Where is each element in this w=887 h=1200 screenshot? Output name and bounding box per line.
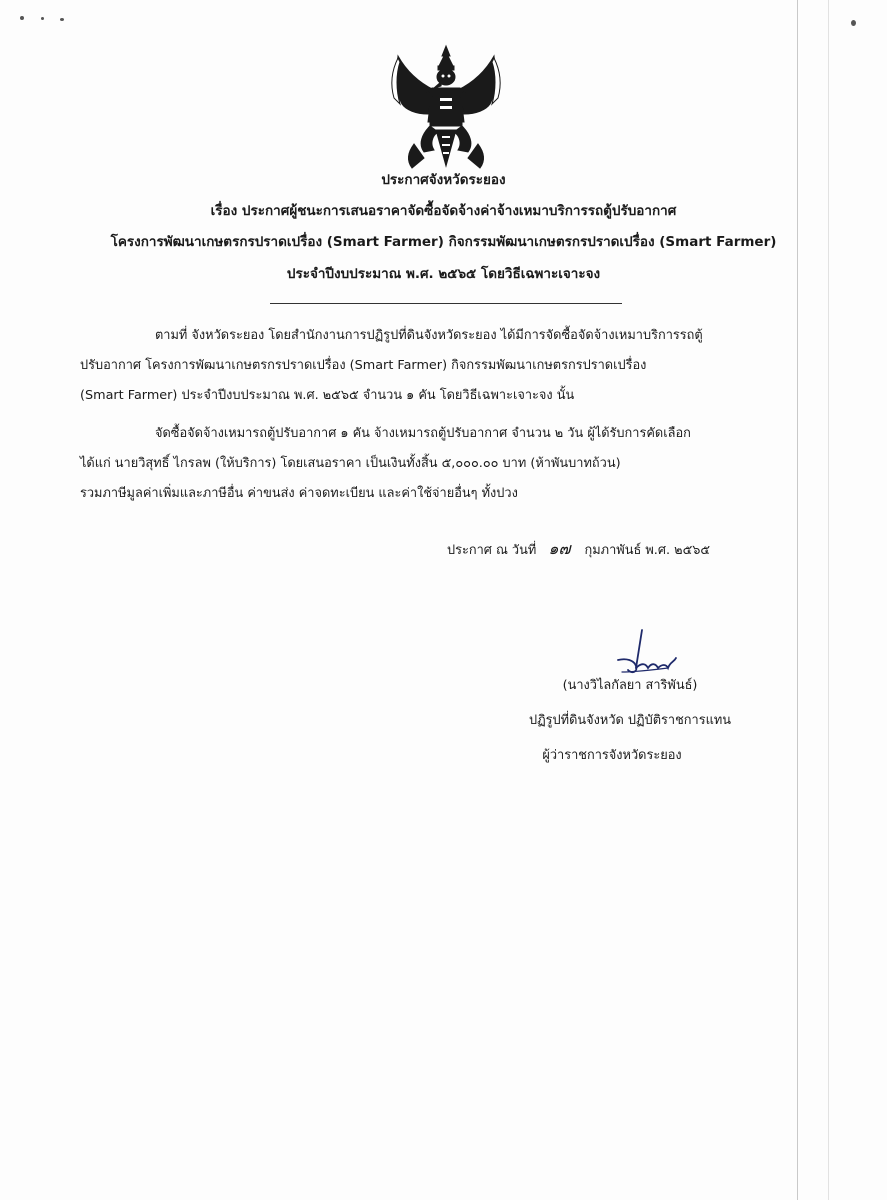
garuda-emblem-icon <box>384 44 508 172</box>
signatory-position-line-2: ผู้ว่าราชการจังหวัดระยอง <box>542 748 682 763</box>
handwritten-signature-icon <box>612 628 682 678</box>
scan-speck <box>60 18 64 21</box>
scan-speck <box>851 20 856 26</box>
paragraph-2-line-3: รวมภาษีมูลค่าเพิ่มและภาษีอื่น ค่าขนส่ง ค่าจดทะเบียน และค่าใช้จ่ายอื่นๆ ทั้งปวง <box>80 486 518 501</box>
date-day-handwritten: ๑๗ <box>548 539 571 558</box>
paragraph-2-line-2: ได้แก่ นายวิสุทธิ์ ไกรลพ (ให้บริการ) โดยเสนอราคา เป็นเงินทั้งสิ้น ๕,๐๐๐.๐๐ บาท (ห้าพันบาทถ้วน) <box>80 456 621 471</box>
paragraph-1-line-3: (Smart Farmer) ประจำปีงบประมาณ พ.ศ. ๒๕๖๕ จำนวน ๑ คัน โดยวิธีเฉพาะเจาะจง นั้น <box>80 388 575 403</box>
date-month-year: กุมภาพันธ์ พ.ศ. ๒๕๖๕ <box>584 543 711 558</box>
subject-line-1: เรื่อง ประกาศผู้ชนะการเสนอราคาจัดซื้อจัดจ้างค่าจ้างเหมาบริการรถตู้ปรับอากาศ <box>210 203 677 219</box>
announcement-date <box>447 539 710 561</box>
subject-line-2: โครงการพัฒนาเกษตรกรปราดเปรื่อง (Smart Farmer) กิจกรรมพัฒนาเกษตรกรปราดเปรื่อง (Smart Farmer) <box>110 234 777 250</box>
paragraph-2-line-1: จัดซื้อจัดจ้างเหมารถตู้ปรับอากาศ ๑ คัน จ้างเหมารถตู้ปรับอากาศ จำนวน ๒ วัน ผู้ได้รับการคัดเลือก <box>155 426 691 441</box>
document-issuer: ประกาศจังหวัดระยอง <box>381 172 506 188</box>
scan-speck <box>20 16 24 20</box>
signatory-name: (นางวิไลกัลยา สาริพันธ์) <box>562 678 698 693</box>
paragraph-1-line-2: ปรับอากาศ โครงการพัฒนาเกษตรกรปราดเปรื่อง (Smart Farmer) กิจกรรมพัฒนาเกษตรกรปราดเปรื่อง <box>80 358 647 373</box>
date-prefix: ประกาศ ณ วันที่ <box>447 543 537 558</box>
scan-speck <box>41 17 44 20</box>
signatory-position-line-1: ปฏิรูปที่ดินจังหวัด ปฏิบัติราชการแทน <box>528 713 732 728</box>
subject-line-3: ประจำปีงบประมาณ พ.ศ. ๒๕๖๕ โดยวิธีเฉพาะเจาะจง <box>286 266 601 282</box>
paragraph-1-line-1: ตามที่ จังหวัดระยอง โดยสำนักงานการปฏิรูปที่ดินจังหวัดระยอง ได้มีการจัดซื้อจัดจ้างเหมาบริการรถตู้ <box>155 328 703 343</box>
heading-divider <box>270 303 622 304</box>
